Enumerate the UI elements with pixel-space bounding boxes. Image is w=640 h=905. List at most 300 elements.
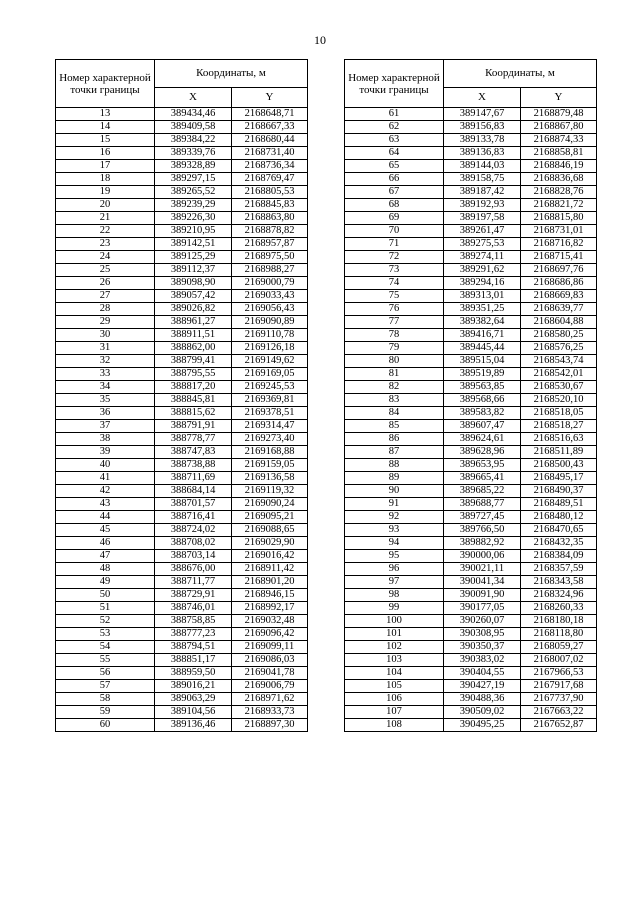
y-coordinate-cell: 2168543,74 (521, 355, 597, 368)
point-number-cell: 40 (56, 459, 155, 472)
y-coordinate-cell: 2168470,65 (521, 524, 597, 537)
table-row (345, 342, 597, 355)
y-coordinate-cell: 2168897,30 (232, 719, 308, 732)
table-row (56, 147, 308, 160)
point-number-cell: 98 (345, 589, 444, 602)
header-x: X (444, 87, 521, 107)
x-coordinate-cell: 389239,29 (155, 199, 232, 212)
y-coordinate-cell: 2168059,27 (521, 641, 597, 654)
y-coordinate-cell: 2168511,89 (521, 446, 597, 459)
point-number-cell: 49 (56, 576, 155, 589)
point-number-cell: 83 (345, 394, 444, 407)
y-coordinate-cell: 2168946,15 (232, 589, 308, 602)
table-row (56, 225, 308, 238)
table-row (56, 186, 308, 199)
x-coordinate-cell: 388911,51 (155, 329, 232, 342)
y-coordinate-cell: 2168530,67 (521, 381, 597, 394)
x-coordinate-cell: 389515,04 (444, 355, 521, 368)
y-coordinate-cell: 2168500,43 (521, 459, 597, 472)
table-row (56, 394, 308, 407)
x-coordinate-cell: 390495,25 (444, 719, 521, 732)
y-coordinate-cell: 2168815,80 (521, 212, 597, 225)
point-number-cell: 62 (345, 121, 444, 134)
y-coordinate-cell: 2167652,87 (521, 719, 597, 732)
y-coordinate-cell: 2168686,86 (521, 277, 597, 290)
x-coordinate-cell: 389136,83 (444, 147, 521, 160)
y-coordinate-cell: 2168769,47 (232, 173, 308, 186)
x-coordinate-cell: 390383,02 (444, 654, 521, 667)
x-coordinate-cell: 389297,15 (155, 173, 232, 186)
table-row (345, 693, 597, 706)
point-number-cell: 45 (56, 524, 155, 537)
y-coordinate-cell: 2168697,76 (521, 264, 597, 277)
page-number: 10 (314, 33, 326, 47)
point-number-cell: 91 (345, 498, 444, 511)
table-row (345, 420, 597, 433)
y-coordinate-cell: 2168957,87 (232, 238, 308, 251)
table-row (56, 589, 308, 602)
y-coordinate-cell: 2169016,42 (232, 550, 308, 563)
point-number-cell: 52 (56, 615, 155, 628)
point-number-cell: 33 (56, 368, 155, 381)
table-row (56, 615, 308, 628)
table-row (56, 576, 308, 589)
x-coordinate-cell: 388794,51 (155, 641, 232, 654)
table-row (345, 602, 597, 615)
x-coordinate-cell: 388747,83 (155, 446, 232, 459)
table-row (56, 446, 308, 459)
y-coordinate-cell: 2168878,82 (232, 225, 308, 238)
point-number-cell: 72 (345, 251, 444, 264)
x-coordinate-cell: 389519,89 (444, 368, 521, 381)
table-row (345, 199, 597, 212)
y-coordinate-cell: 2168731,40 (232, 147, 308, 160)
point-number-cell: 36 (56, 407, 155, 420)
table-row (345, 134, 597, 147)
point-number-cell: 108 (345, 719, 444, 732)
y-coordinate-cell: 2167737,90 (521, 693, 597, 706)
y-coordinate-cell: 2169136,58 (232, 472, 308, 485)
point-number-cell: 16 (56, 147, 155, 160)
point-number-cell: 55 (56, 654, 155, 667)
y-coordinate-cell: 2168716,82 (521, 238, 597, 251)
point-number-cell: 103 (345, 654, 444, 667)
table-row (345, 225, 597, 238)
table-row (56, 641, 308, 654)
table-row (345, 212, 597, 225)
point-number-cell: 107 (345, 706, 444, 719)
x-coordinate-cell: 389158,75 (444, 173, 521, 186)
x-coordinate-cell: 389133,78 (444, 134, 521, 147)
y-coordinate-cell: 2168680,44 (232, 134, 308, 147)
point-number-cell: 20 (56, 199, 155, 212)
point-number-cell: 41 (56, 472, 155, 485)
y-coordinate-cell: 2168836,68 (521, 173, 597, 186)
point-number-cell: 25 (56, 264, 155, 277)
table-row (345, 160, 597, 173)
y-coordinate-cell: 2168879,48 (521, 108, 597, 121)
table-row (345, 589, 597, 602)
point-number-cell: 64 (345, 147, 444, 160)
y-coordinate-cell: 2168821,72 (521, 199, 597, 212)
x-coordinate-cell: 389104,56 (155, 706, 232, 719)
point-number-cell: 67 (345, 186, 444, 199)
table-row (345, 628, 597, 641)
y-coordinate-cell: 2168576,25 (521, 342, 597, 355)
x-coordinate-cell: 389583,82 (444, 407, 521, 420)
coordinates-table-right (344, 59, 597, 732)
y-coordinate-cell: 2168846,19 (521, 160, 597, 173)
y-coordinate-cell: 2169369,81 (232, 394, 308, 407)
point-number-cell: 87 (345, 446, 444, 459)
point-number-cell: 42 (56, 485, 155, 498)
point-number-cell: 90 (345, 485, 444, 498)
y-coordinate-cell: 2168518,27 (521, 420, 597, 433)
point-number-cell: 22 (56, 225, 155, 238)
x-coordinate-cell: 388961,27 (155, 316, 232, 329)
x-coordinate-cell: 389112,37 (155, 264, 232, 277)
point-number-cell: 51 (56, 602, 155, 615)
x-coordinate-cell: 389187,42 (444, 186, 521, 199)
point-number-cell: 46 (56, 537, 155, 550)
x-coordinate-cell: 389275,53 (444, 238, 521, 251)
x-coordinate-cell: 389192,93 (444, 199, 521, 212)
table-row (56, 160, 308, 173)
header-coordinates: Координаты, м (444, 60, 597, 88)
x-coordinate-cell: 389226,30 (155, 212, 232, 225)
x-coordinate-cell: 389147,67 (444, 108, 521, 121)
point-number-cell: 56 (56, 667, 155, 680)
y-coordinate-cell: 2169159,05 (232, 459, 308, 472)
table-row (56, 277, 308, 290)
point-number-cell: 74 (345, 277, 444, 290)
x-coordinate-cell: 388724,02 (155, 524, 232, 537)
table-row (345, 329, 597, 342)
point-number-cell: 24 (56, 251, 155, 264)
header-y: Y (521, 87, 597, 107)
table-row (56, 134, 308, 147)
y-coordinate-cell: 2168520,10 (521, 394, 597, 407)
point-number-cell: 104 (345, 667, 444, 680)
x-coordinate-cell: 389026,82 (155, 303, 232, 316)
y-coordinate-cell: 2169090,89 (232, 316, 308, 329)
x-coordinate-cell: 390260,07 (444, 615, 521, 628)
y-coordinate-cell: 2169273,40 (232, 433, 308, 446)
x-coordinate-cell: 389156,83 (444, 121, 521, 134)
point-number-cell: 95 (345, 550, 444, 563)
point-number-cell: 65 (345, 160, 444, 173)
point-number-cell: 60 (56, 719, 155, 732)
x-coordinate-cell: 388701,57 (155, 498, 232, 511)
table-row (56, 524, 308, 537)
table-row (345, 550, 597, 563)
x-coordinate-cell: 389607,47 (444, 420, 521, 433)
table-row (345, 147, 597, 160)
table-row (345, 459, 597, 472)
y-coordinate-cell: 2168118,80 (521, 628, 597, 641)
x-coordinate-cell: 389197,58 (444, 212, 521, 225)
point-number-cell: 94 (345, 537, 444, 550)
x-coordinate-cell: 388738,88 (155, 459, 232, 472)
y-coordinate-cell: 2169110,78 (232, 329, 308, 342)
point-number-cell: 105 (345, 680, 444, 693)
table-row (345, 524, 597, 537)
y-coordinate-cell: 2167663,22 (521, 706, 597, 719)
y-coordinate-cell: 2168731,01 (521, 225, 597, 238)
table-row (345, 615, 597, 628)
point-number-cell: 81 (345, 368, 444, 381)
y-coordinate-cell: 2169168,88 (232, 446, 308, 459)
y-coordinate-cell: 2168357,59 (521, 563, 597, 576)
y-coordinate-cell: 2169314,47 (232, 420, 308, 433)
table-row (56, 303, 308, 316)
table-row (345, 381, 597, 394)
y-coordinate-cell: 2169029,90 (232, 537, 308, 550)
y-coordinate-cell: 2169056,43 (232, 303, 308, 316)
table-row (56, 355, 308, 368)
table-row (345, 407, 597, 420)
table-row (56, 485, 308, 498)
y-coordinate-cell: 2169086,03 (232, 654, 308, 667)
x-coordinate-cell: 389727,45 (444, 511, 521, 524)
x-coordinate-cell: 388758,85 (155, 615, 232, 628)
point-number-cell: 59 (56, 706, 155, 719)
y-coordinate-cell: 2169006,79 (232, 680, 308, 693)
table-row (345, 680, 597, 693)
table-row (56, 563, 308, 576)
x-coordinate-cell: 389624,61 (444, 433, 521, 446)
x-coordinate-cell: 388795,55 (155, 368, 232, 381)
x-coordinate-cell: 389445,44 (444, 342, 521, 355)
x-coordinate-cell: 390488,36 (444, 693, 521, 706)
y-coordinate-cell: 2169041,78 (232, 667, 308, 680)
x-coordinate-cell: 389016,21 (155, 680, 232, 693)
x-coordinate-cell: 389142,51 (155, 238, 232, 251)
y-coordinate-cell: 2168975,50 (232, 251, 308, 264)
table-row (56, 654, 308, 667)
table-row (345, 433, 597, 446)
table-row (56, 472, 308, 485)
x-coordinate-cell: 388799,41 (155, 355, 232, 368)
point-number-cell: 32 (56, 355, 155, 368)
point-number-cell: 57 (56, 680, 155, 693)
point-number-cell: 97 (345, 576, 444, 589)
point-number-cell: 76 (345, 303, 444, 316)
y-coordinate-cell: 2168805,53 (232, 186, 308, 199)
table-row (56, 108, 308, 121)
x-coordinate-cell: 388817,20 (155, 381, 232, 394)
y-coordinate-cell: 2168845,83 (232, 199, 308, 212)
y-coordinate-cell: 2168580,25 (521, 329, 597, 342)
table-body-right (345, 108, 597, 732)
y-coordinate-cell: 2169032,48 (232, 615, 308, 628)
y-coordinate-cell: 2168495,17 (521, 472, 597, 485)
point-number-cell: 31 (56, 342, 155, 355)
y-coordinate-cell: 2168933,73 (232, 706, 308, 719)
y-coordinate-cell: 2167966,53 (521, 667, 597, 680)
x-coordinate-cell: 389210,95 (155, 225, 232, 238)
point-number-cell: 85 (345, 420, 444, 433)
y-coordinate-cell: 2168432,35 (521, 537, 597, 550)
table-row (345, 355, 597, 368)
x-coordinate-cell: 388676,00 (155, 563, 232, 576)
x-coordinate-cell: 390091,90 (444, 589, 521, 602)
table-row (56, 329, 308, 342)
table-row (345, 108, 597, 121)
x-coordinate-cell: 389628,96 (444, 446, 521, 459)
point-number-cell: 68 (345, 199, 444, 212)
table-row (345, 706, 597, 719)
x-coordinate-cell: 388851,17 (155, 654, 232, 667)
x-coordinate-cell: 388777,23 (155, 628, 232, 641)
x-coordinate-cell: 389568,66 (444, 394, 521, 407)
x-coordinate-cell: 390404,55 (444, 667, 521, 680)
x-coordinate-cell: 389098,90 (155, 277, 232, 290)
y-coordinate-cell: 2168180,18 (521, 615, 597, 628)
table-row (56, 706, 308, 719)
table-row (56, 680, 308, 693)
y-coordinate-cell: 2169126,18 (232, 342, 308, 355)
point-number-cell: 35 (56, 394, 155, 407)
x-coordinate-cell: 390041,34 (444, 576, 521, 589)
coordinates-table-left (55, 59, 308, 732)
point-number-cell: 21 (56, 212, 155, 225)
point-number-cell: 101 (345, 628, 444, 641)
y-coordinate-cell: 2168736,34 (232, 160, 308, 173)
table-row (56, 342, 308, 355)
point-number-cell: 99 (345, 602, 444, 615)
header-y: Y (232, 87, 308, 107)
point-number-cell: 53 (56, 628, 155, 641)
x-coordinate-cell: 388708,02 (155, 537, 232, 550)
point-number-cell: 92 (345, 511, 444, 524)
point-number-cell: 100 (345, 615, 444, 628)
point-number-cell: 48 (56, 563, 155, 576)
x-coordinate-cell: 390021,11 (444, 563, 521, 576)
x-coordinate-cell: 388711,77 (155, 576, 232, 589)
point-number-cell: 44 (56, 511, 155, 524)
x-coordinate-cell: 388684,14 (155, 485, 232, 498)
x-coordinate-cell: 390509,02 (444, 706, 521, 719)
table-row (56, 693, 308, 706)
y-coordinate-cell: 2169099,11 (232, 641, 308, 654)
table-row (345, 303, 597, 316)
x-coordinate-cell: 389416,71 (444, 329, 521, 342)
point-number-cell: 37 (56, 420, 155, 433)
table-row (345, 719, 597, 732)
x-coordinate-cell: 390308,95 (444, 628, 521, 641)
x-coordinate-cell: 389351,25 (444, 303, 521, 316)
point-number-cell: 106 (345, 693, 444, 706)
y-coordinate-cell: 2168874,33 (521, 134, 597, 147)
x-coordinate-cell: 389063,29 (155, 693, 232, 706)
point-number-cell: 61 (345, 108, 444, 121)
point-number-cell: 30 (56, 329, 155, 342)
table-row (56, 433, 308, 446)
y-coordinate-cell: 2168604,88 (521, 316, 597, 329)
point-number-cell: 28 (56, 303, 155, 316)
x-coordinate-cell: 389665,41 (444, 472, 521, 485)
header-point-number: Номер характерной точки границы (345, 60, 444, 108)
x-coordinate-cell: 388959,50 (155, 667, 232, 680)
x-coordinate-cell: 389382,64 (444, 316, 521, 329)
point-number-cell: 96 (345, 563, 444, 576)
x-coordinate-cell: 390350,37 (444, 641, 521, 654)
x-coordinate-cell: 390177,05 (444, 602, 521, 615)
y-coordinate-cell: 2169095,21 (232, 511, 308, 524)
x-coordinate-cell: 389766,50 (444, 524, 521, 537)
point-number-cell: 14 (56, 121, 155, 134)
point-number-cell: 47 (56, 550, 155, 563)
table-row (56, 537, 308, 550)
table-row (56, 290, 308, 303)
point-number-cell: 86 (345, 433, 444, 446)
x-coordinate-cell: 389384,22 (155, 134, 232, 147)
y-coordinate-cell: 2168715,41 (521, 251, 597, 264)
table-row (345, 238, 597, 251)
point-number-cell: 34 (56, 381, 155, 394)
point-number-cell: 19 (56, 186, 155, 199)
x-coordinate-cell: 389339,76 (155, 147, 232, 160)
y-coordinate-cell: 2168007,02 (521, 654, 597, 667)
x-coordinate-cell: 390000,06 (444, 550, 521, 563)
x-coordinate-cell: 388729,91 (155, 589, 232, 602)
x-coordinate-cell: 388778,77 (155, 433, 232, 446)
x-coordinate-cell: 390427,19 (444, 680, 521, 693)
table-row (345, 654, 597, 667)
point-number-cell: 17 (56, 160, 155, 173)
x-coordinate-cell: 389294,16 (444, 277, 521, 290)
table-row (56, 550, 308, 563)
y-coordinate-cell: 2168489,51 (521, 498, 597, 511)
y-coordinate-cell: 2168639,77 (521, 303, 597, 316)
point-number-cell: 93 (345, 524, 444, 537)
y-coordinate-cell: 2169088,65 (232, 524, 308, 537)
x-coordinate-cell: 389409,58 (155, 121, 232, 134)
point-number-cell: 18 (56, 173, 155, 186)
point-number-cell: 69 (345, 212, 444, 225)
y-coordinate-cell: 2168867,80 (521, 121, 597, 134)
point-number-cell: 26 (56, 277, 155, 290)
header-point-number: Номер характерной точки границы (56, 60, 155, 108)
y-coordinate-cell: 2168542,01 (521, 368, 597, 381)
table-row (56, 602, 308, 615)
point-number-cell: 70 (345, 225, 444, 238)
y-coordinate-cell: 2169245,53 (232, 381, 308, 394)
y-coordinate-cell: 2168490,37 (521, 485, 597, 498)
table-row (345, 537, 597, 550)
table-row (56, 212, 308, 225)
table-row (56, 628, 308, 641)
point-number-cell: 43 (56, 498, 155, 511)
x-coordinate-cell: 389434,46 (155, 108, 232, 121)
x-coordinate-cell: 389274,11 (444, 251, 521, 264)
y-coordinate-cell: 2168911,42 (232, 563, 308, 576)
point-number-cell: 79 (345, 342, 444, 355)
y-coordinate-cell: 2167917,68 (521, 680, 597, 693)
table-row (56, 368, 308, 381)
point-number-cell: 88 (345, 459, 444, 472)
x-coordinate-cell: 388845,81 (155, 394, 232, 407)
y-coordinate-cell: 2168901,20 (232, 576, 308, 589)
point-number-cell: 71 (345, 238, 444, 251)
y-coordinate-cell: 2169096,42 (232, 628, 308, 641)
table-row (345, 576, 597, 589)
table-row (345, 563, 597, 576)
y-coordinate-cell: 2169000,79 (232, 277, 308, 290)
point-number-cell: 13 (56, 108, 155, 121)
table-body-left (56, 108, 308, 732)
